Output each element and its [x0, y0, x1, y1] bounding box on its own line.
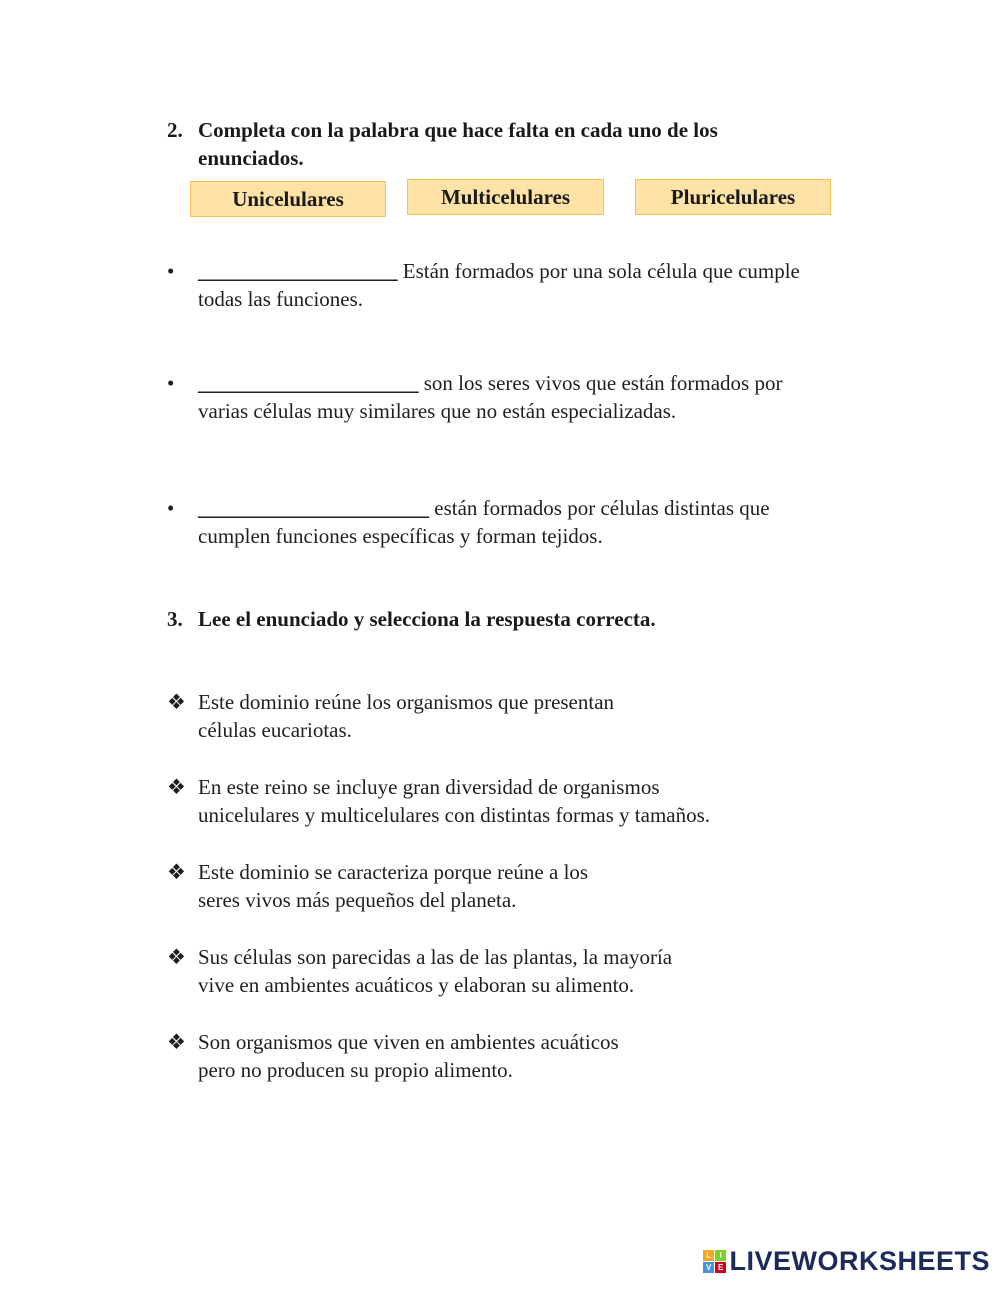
item-text: cumplen funciones específicas y forman tejidos.	[198, 524, 603, 548]
bullet-marker: •	[167, 371, 175, 395]
item-text: Sus células son parecidas a las de las plantas, la mayoría	[198, 945, 673, 969]
select-answer-item[interactable]	[167, 943, 867, 999]
logo-text: LIVEWORKSHEETS	[729, 1246, 990, 1276]
select-answer-item[interactable]	[167, 858, 867, 914]
item-text: unicelulares y multicelulares con distintas formas y tamaños.	[198, 803, 711, 827]
question-title-line: enunciados.	[198, 146, 304, 170]
logo-mark-icon	[703, 1250, 726, 1273]
item-text: células eucariotas.	[198, 718, 352, 742]
select-answer-item[interactable]	[167, 688, 867, 744]
question-title-line: Completa con la palabra que hace falta en cada uno de los	[198, 118, 718, 142]
logo-tile: I	[715, 1250, 726, 1261]
item-text: todas las funciones.	[198, 287, 364, 311]
select-answer-item[interactable]	[167, 773, 867, 829]
question-3-title	[167, 605, 656, 633]
item-text: están formados por células distintas que	[429, 496, 770, 520]
question-2-title	[167, 116, 718, 172]
liveworksheets-logo	[703, 1246, 990, 1277]
word-option-multicelulares[interactable]: Multicelulares	[407, 179, 604, 215]
answer-blank[interactable]: _____________________	[198, 371, 419, 395]
diamond-marker: ❖	[167, 775, 186, 799]
item-text: seres vivos más pequeños del planeta.	[198, 888, 517, 912]
diamond-marker: ❖	[167, 860, 186, 884]
diamond-marker: ❖	[167, 690, 186, 714]
item-text: pero no producen su propio alimento.	[198, 1058, 513, 1082]
logo-tile: L	[703, 1250, 714, 1261]
answer-blank[interactable]: ___________________	[198, 259, 398, 283]
item-text: En este reino se incluye gran diversidad de organismos	[198, 775, 660, 799]
diamond-marker: ❖	[167, 945, 186, 969]
answer-blank[interactable]: ______________________	[198, 496, 429, 520]
item-text: Son organismos que viven en ambientes acuáticos	[198, 1030, 619, 1054]
item-text: Este dominio reúne los organismos que presentan	[198, 690, 615, 714]
bullet-marker: •	[167, 496, 175, 520]
item-text: Este dominio se caracteriza porque reúne a los	[198, 860, 589, 884]
question-number: 2.	[167, 118, 183, 142]
select-answer-item[interactable]	[167, 1028, 867, 1084]
item-text: Están formados por una sola célula que cumple	[397, 259, 800, 283]
logo-tile: V	[703, 1262, 714, 1273]
fill-blank-item	[167, 494, 867, 550]
diamond-marker: ❖	[167, 1030, 186, 1054]
fill-blank-item	[167, 257, 867, 313]
item-text: vive en ambientes acuáticos y elaboran su alimento.	[198, 973, 635, 997]
question-title-line: Lee el enunciado y selecciona la respuesta correcta.	[198, 607, 656, 631]
fill-blank-item	[167, 369, 867, 425]
word-option-pluricelulares[interactable]: Pluricelulares	[635, 179, 831, 215]
item-text: varias células muy similares que no están especializadas.	[198, 399, 677, 423]
item-text: son los seres vivos que están formados por	[418, 371, 783, 395]
word-option-unicelulares[interactable]: Unicelulares	[190, 181, 386, 217]
question-number: 3.	[167, 607, 183, 631]
bullet-marker: •	[167, 259, 175, 283]
logo-tile: E	[715, 1262, 726, 1273]
